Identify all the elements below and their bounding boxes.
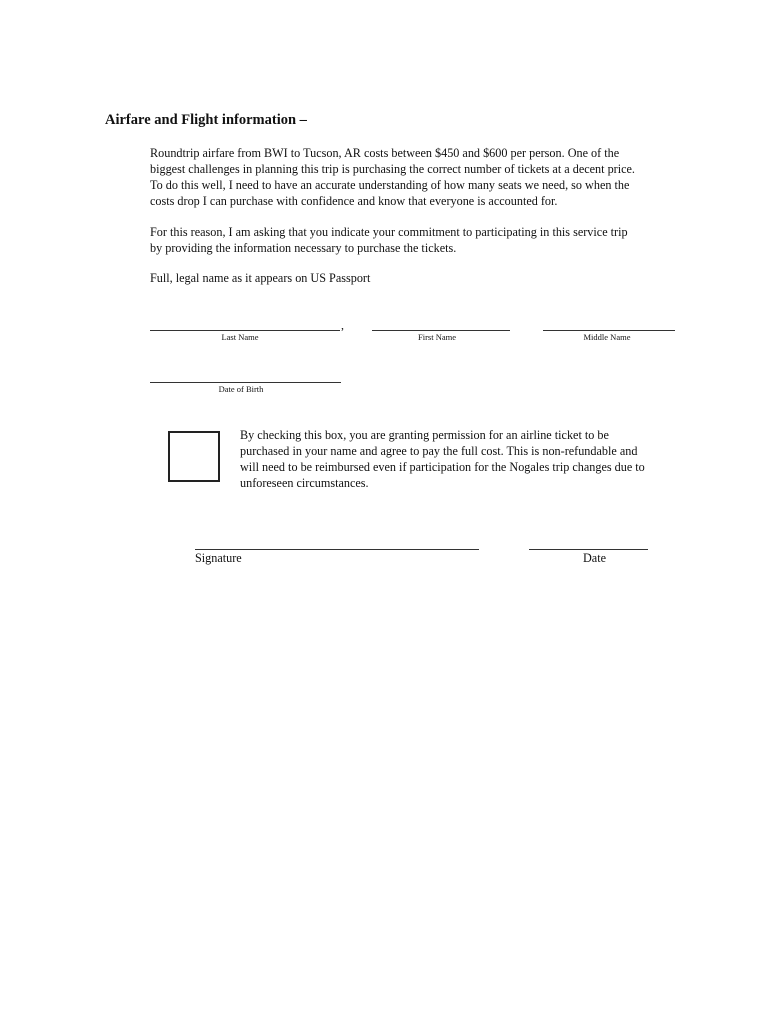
last-name-label: Last Name xyxy=(221,332,259,342)
request-paragraph xyxy=(150,224,695,256)
request-line: For this reason, I am asking that you indicate your commitment to participating in this service trip xyxy=(150,225,628,239)
consent-checkbox[interactable] xyxy=(168,431,220,482)
intro-line: Roundtrip airfare from BWI to Tucson, AR costs between $450 and $600 per person. One of the xyxy=(150,146,620,160)
intro-line: biggest challenges in planning this trip is purchasing the correct number of tickets at a decent price. xyxy=(150,162,635,176)
first-name-label: First Name xyxy=(417,332,456,342)
first-name-field[interactable] xyxy=(372,330,510,331)
name-separator: , xyxy=(341,318,344,332)
section-heading: Airfare and Flight information – xyxy=(105,112,307,128)
request-line: by providing the information necessary to purchase the tickets. xyxy=(150,241,457,255)
consent-text xyxy=(240,427,645,491)
last-name-field[interactable] xyxy=(150,330,340,331)
passport-prompt: Full, legal name as it appears on US Passport xyxy=(150,271,371,285)
intro-paragraph xyxy=(150,145,695,209)
date-of-birth-field[interactable] xyxy=(150,382,341,383)
intro-line: costs drop I can purchase with confidence and know that everyone is accounted for. xyxy=(150,194,558,208)
middle-name-label: Middle Name xyxy=(583,332,631,342)
consent-line: purchased in your name and agree to pay the full cost. This is non-refundable and xyxy=(240,444,638,458)
consent-line: will need to be reimbursed even if participation for the Nogales trip changes due to xyxy=(240,460,645,474)
date-of-birth-label: Date of Birth xyxy=(218,384,264,394)
intro-line: To do this well, I need to have an accurate understanding of how many seats we need, so when the xyxy=(150,178,630,192)
middle-name-field[interactable] xyxy=(543,330,675,331)
date-field[interactable] xyxy=(529,549,648,550)
date-label: Date xyxy=(583,551,607,565)
consent-line: By checking this box, you are granting permission for an airline ticket to be xyxy=(240,428,609,442)
signature-label: Signature xyxy=(195,551,242,565)
signature-field[interactable] xyxy=(195,549,479,550)
consent-line: unforeseen circumstances. xyxy=(240,476,369,490)
